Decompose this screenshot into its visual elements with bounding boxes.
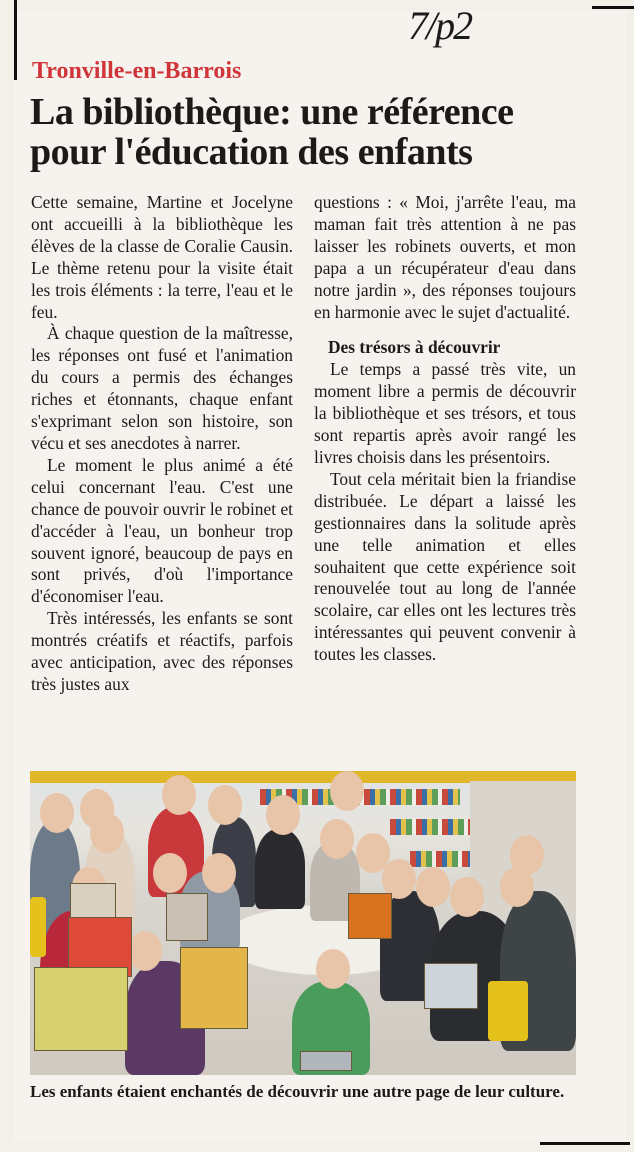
handwritten-annotation: 7/p2 — [408, 3, 472, 48]
picture-book — [166, 893, 208, 941]
chair — [488, 981, 528, 1041]
child-head — [320, 819, 354, 859]
article-column-right — [314, 192, 576, 666]
child-head — [450, 877, 484, 917]
article-photo — [30, 771, 576, 1075]
scan-border-bottom — [540, 1142, 630, 1145]
scan-border-top — [592, 6, 634, 9]
paragraph: Le temps a passé très vite, un moment libre a permis de découvrir la bibliothèque et ses trésors, et tous sont repartis après avoir rangé les livres choisis dans les présentoirs. — [314, 359, 576, 467]
child-head — [162, 775, 196, 815]
paragraph: Très intéressés, les enfants se sont montrés créatifs et réactifs, parfois avec anticipation, avec des réponses très justes aux — [31, 608, 293, 694]
child — [255, 829, 305, 909]
chair — [30, 897, 46, 957]
child-head — [416, 867, 450, 907]
paragraph: Cette semaine, Martine et Jocelyne ont accueilli à la bibliothèque les élèves de la classe de Coralie Causin. Le thème retenu pour la visite était les trois éléments : la terre, l'eau et le feu. — [31, 192, 293, 322]
article-kicker: Tronville-en-Barrois — [32, 58, 242, 84]
article-title: La bibliothèque: une référence pour l'éducation des enfants — [30, 91, 514, 173]
child-head — [510, 835, 544, 875]
paragraph: questions : « Moi, j'arrête l'eau, ma maman fait très attention à ne pas laisser les robinets ouverts, et mon papa a un récupérateur d'eau dans notre jardin », des réponses toujours en harmonie avec le sujet d'actualité. — [314, 192, 576, 322]
paragraph: À chaque question de la maîtresse, les réponses ont fusé et l'animation du cours a permis des échanges riches et étonnants, chaque enfant s'exprimant selon son histoire, son vécu et ses anecdotes à narrer. — [31, 323, 293, 453]
picture-book — [34, 967, 128, 1051]
article-column-left — [31, 192, 293, 696]
picture-book — [180, 947, 248, 1029]
article-subheading: Des trésors à découvrir — [328, 337, 501, 358]
paragraph: Le moment le plus animé a été celui concernant l'eau. C'est une chance de pouvoir ouvrir le robinet et d'accéder à l'eau, un bonheur trop souvent ignoré, beaucoup de pays en sont privés, d'où l'importance d'économiser l'eau. — [31, 454, 293, 607]
child-head — [40, 793, 74, 833]
child-head — [153, 853, 187, 893]
photo-caption: Les enfants étaient enchantés de découvrir une autre page de leur culture. — [30, 1082, 565, 1101]
child-head — [128, 931, 162, 971]
child-head — [316, 949, 350, 989]
picture-book — [300, 1051, 352, 1071]
paragraph: Tout cela méritait bien la friandise distribuée. Le départ a laissé les gestionnaires dans la solitude après une telle animation et elles souhaitent que cette expérience soit renouvelée tout au long de l'année scolaire, car elles ont les lectures très intéressantes qui peuvent convenir à toutes les classes. — [314, 468, 576, 665]
child-head — [90, 813, 124, 853]
child-head — [330, 771, 364, 811]
child-head — [266, 795, 300, 835]
child-head — [208, 785, 242, 825]
picture-book — [348, 893, 392, 939]
scan-border-left — [14, 0, 17, 80]
picture-book — [424, 963, 478, 1009]
child-head — [202, 853, 236, 893]
